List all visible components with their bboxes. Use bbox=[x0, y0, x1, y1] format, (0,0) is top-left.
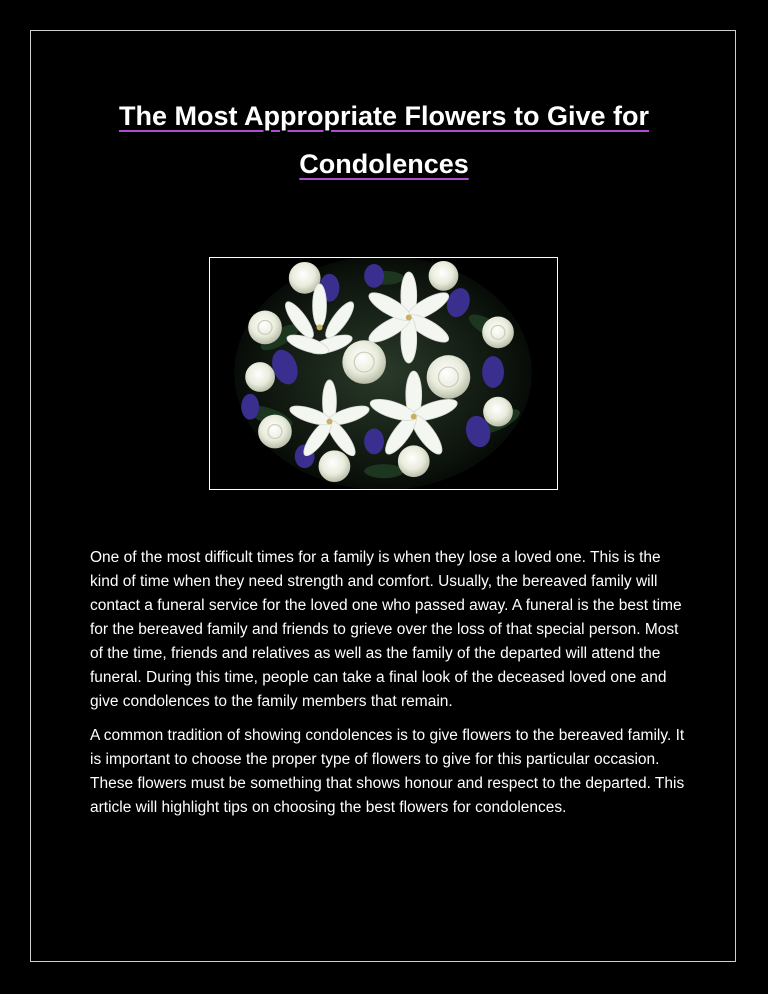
article-body bbox=[90, 546, 690, 830]
page-title bbox=[60, 92, 708, 188]
title-line-1: The Most Appropriate Flowers to Give for bbox=[118, 101, 650, 131]
flower-bouquet-image bbox=[209, 257, 558, 490]
title-line-2: Condolences bbox=[299, 149, 469, 179]
paragraph-1: One of the most difficult times for a family is when they lose a loved one. This is the kind of time when they need strength and comfort. Usually, the bereaved family will contact a funeral service for the loved one who passed away. A funeral is the best time for the bereaved family and friends to grieve over the loss of that special person. Most of the time, friends and relatives as well as the family of the departed will attend the funeral. During this time, people can take a final look of the deceased loved one and give condolences to the family members that remain. bbox=[90, 549, 682, 710]
paragraph-2: A common tradition of showing condolences is to give flowers to the bereaved family. It is important to choose the proper type of flowers to give for this particular occasion. These flowers must be something that shows honour and respect to the departed. This article will highlight tips on choosing the best flowers for condolences. bbox=[90, 727, 685, 816]
flower-bouquet-photo-icon bbox=[210, 258, 557, 489]
